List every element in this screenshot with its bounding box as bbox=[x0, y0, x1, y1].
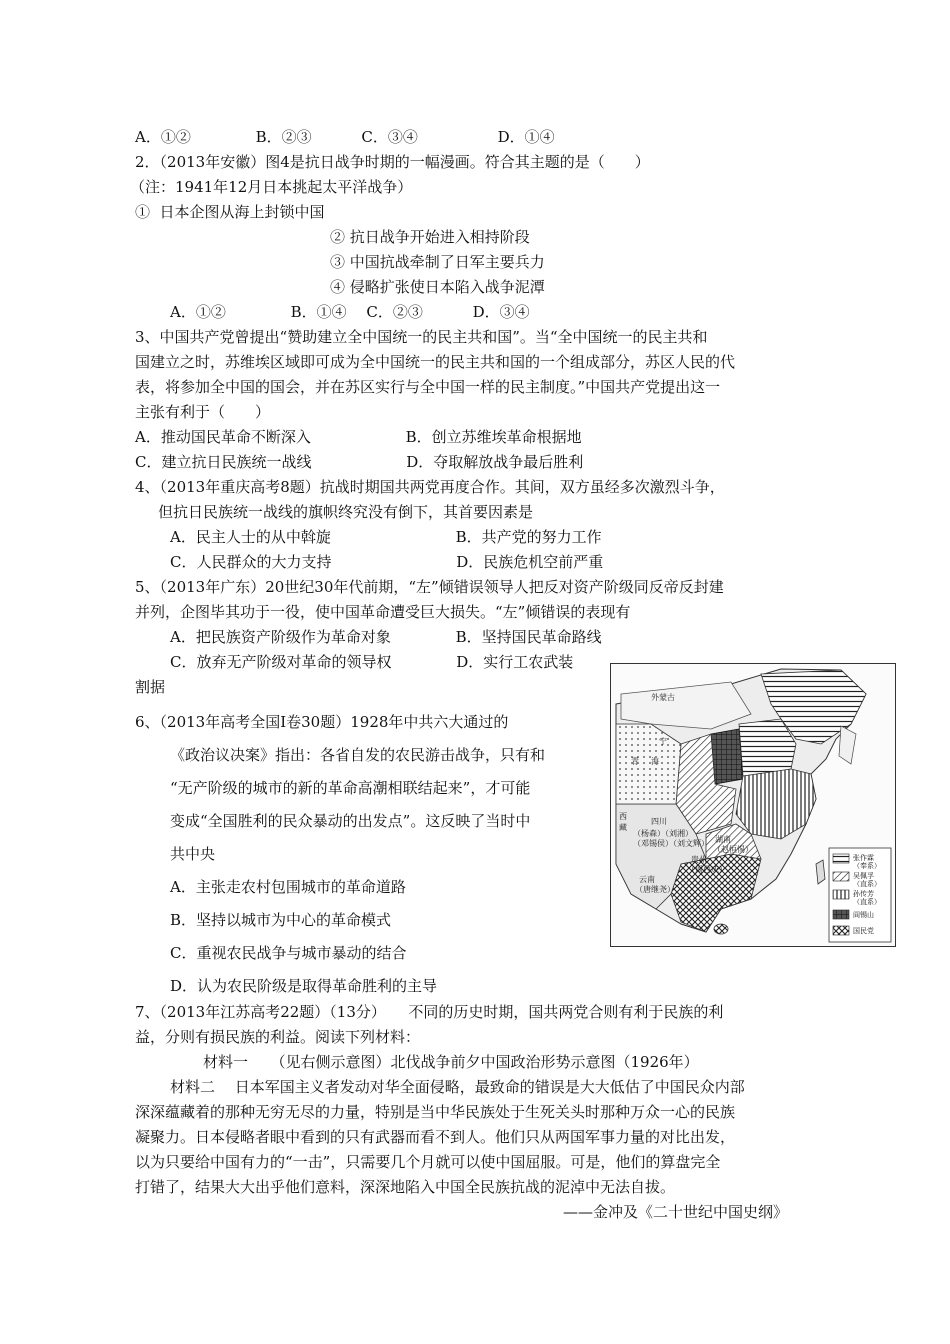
legend-wu-sub: （直系） bbox=[853, 880, 881, 888]
q2-stem: 2．（2013年安徽）图4是抗日战争时期的一幅漫画。符合其主题的是（ ） bbox=[135, 153, 650, 171]
q2-item-3: ③ 中国抗战牵制了日军主要兵力 bbox=[330, 253, 545, 271]
material-2-line-5: 打错了，结果大大出乎他们意料，深深地陷入中国全民族抗战的泥淖中无法自拔。 bbox=[135, 1178, 676, 1196]
q2-item-1: ① 日本企图从海上封锁中国 bbox=[135, 203, 325, 221]
label-yunnan: 云南 bbox=[639, 875, 655, 884]
label-outer-mongolia: 外蒙古 bbox=[651, 693, 675, 702]
label-guizhou: 贵州 bbox=[691, 855, 707, 864]
q5-stem-2: 并列，企图毕其功于一役，使中国革命遭受巨大损失。“左”倾错误的表现有 bbox=[135, 603, 631, 621]
label-tibet-2: 藏 bbox=[619, 823, 627, 832]
label-hunan-warlord: （赵恒惕） bbox=[713, 845, 753, 854]
legend-kmt: 国民党 bbox=[853, 927, 874, 935]
q4-stem-1: 4、（2013年重庆高考8题）抗战时期国共两党再度合作。其间，双方虽经多次激烈斗争， bbox=[135, 478, 725, 496]
q2-options: A．①② B．①④ C．②③ D．③④ bbox=[170, 303, 530, 321]
label-guizhou-warlord: （周西成） bbox=[687, 865, 727, 874]
political-map-1926 bbox=[610, 663, 896, 947]
q7-stem-2: 益，分则有损民族的利益。阅读下列材料： bbox=[135, 1028, 421, 1046]
material-2-line-1: 材料二 日本军国主义者发动对华全面侵略，最致命的错误是大大低估了中国民众内部 bbox=[170, 1078, 745, 1096]
q7-stem-1: 7、（2013年江苏高考22题）（13分） 不同的历史时期，国共两党合则有利于民族的利 bbox=[135, 1003, 724, 1021]
legend-zhang: 张作霖 bbox=[853, 854, 874, 862]
q2-note: （注：1941年12月日本挑起太平洋战争） bbox=[130, 178, 413, 196]
label-yunnan-warlord: （唐继尧） bbox=[635, 885, 675, 894]
q5-options-cd: C．放弃无产阶级对革命的领导权 D．实行工农武装 bbox=[170, 653, 574, 671]
q6-stem-1: 6、（2013年高考全国Ⅰ卷30题）1928年中共六大通过的 bbox=[135, 713, 509, 731]
label-sichuan-warlords-2: （邓锡侯）（刘文辉） bbox=[633, 839, 709, 848]
map-legend bbox=[829, 848, 891, 942]
q6-option-d: D．认为农民阶级是取得革命胜利的主导 bbox=[170, 977, 438, 995]
q4-stem-2: 但抗日民族统一战线的旗帜终究没有倒下，其首要因素是 bbox=[158, 503, 534, 521]
q6-option-b: B．坚持以城市为中心的革命模式 bbox=[170, 911, 392, 929]
legend-wu: 吴佩孚 bbox=[853, 872, 874, 880]
material-2-line-3: 凝聚力。日本侵略者眼中看到的只有武器而看不到人。他们只从两国军事力量的对比出发， bbox=[135, 1128, 736, 1146]
taiwan-island bbox=[816, 860, 825, 884]
q5-stem-1: 5、（2013年广东）20世纪30年代前期，“左”倾错误领导人把反对资产阶级同反帝反封建 bbox=[135, 578, 724, 596]
q5-options-cd-cont: 割据 bbox=[135, 678, 166, 696]
q5-options-ab: A．把民族资产阶级作为革命对象 B．坚持国民革命路线 bbox=[170, 628, 602, 646]
material-1: 材料一 （见右侧示意图）北伐战争前夕中国政治形势示意图（1926年） bbox=[203, 1053, 699, 1071]
label-sichuan: 四川 bbox=[651, 817, 667, 826]
q3-stem-3: 表，将参加全中国的国会，并在苏区实行与全中国一样的民主制度。”中国共产党提出这一 bbox=[135, 378, 721, 396]
material-2-line-4: 以为只要给中国有力的“一击”，只需要几个月就可以使中国屈服。可是，他们的算盘完全 bbox=[135, 1153, 721, 1171]
label-hunan: 湖南 bbox=[715, 835, 731, 844]
label-qinghai-1: 青 bbox=[631, 757, 639, 766]
legend-sun-sub: （直系） bbox=[853, 898, 881, 906]
hainan-island bbox=[714, 924, 728, 934]
q6-stem-5: 共中央 bbox=[170, 845, 216, 863]
material-2-source: ——金冲及《二十世纪中国史纲》 bbox=[563, 1203, 789, 1221]
label-sichuan-warlords-1: （杨森）（刘湘） bbox=[633, 829, 693, 838]
material-2-line-2: 深深蕴藏着的那种无穷无尽的力量，特别是当中华民族处于生死关头时那种万众一心的民族 bbox=[135, 1103, 736, 1121]
q6-option-a: A．主张走农村包围城市的革命道路 bbox=[170, 878, 406, 896]
q3-options-ab: A．推动国民革命不断深入 B．创立苏维埃革命根据地 bbox=[135, 428, 582, 446]
legend-sun: 孙传芳 bbox=[853, 890, 874, 898]
legend-zhang-sub: （奉系） bbox=[853, 862, 881, 870]
legend-yan: 阎锡山 bbox=[853, 911, 874, 919]
q6-stem-3: “无产阶级的城市的新的革命高潮相联结起来”，才可能 bbox=[170, 779, 531, 797]
label-ningxia: 宁 bbox=[659, 737, 667, 746]
q2-item-2: ② 抗日战争开始进入相持阶段 bbox=[330, 228, 530, 246]
q3-stem-2: 国建立之时，苏维埃区域即可成为全中国统一的民主共和国的一个组成部分，苏区人民的代 bbox=[135, 353, 736, 371]
shanxi-region bbox=[711, 729, 743, 784]
q4-options-cd: C．人民群众的大力支持 D．民族危机空前严重 bbox=[170, 553, 604, 571]
q3-stem-4: 主张有利于（ ） bbox=[135, 403, 271, 421]
q6-stem-2: 《政治议决案》指出：各省自发的农民游击战争，只有和 bbox=[170, 746, 546, 764]
q6-stem-4: 变成“全国胜利的民众暴动的出发点”。这反映了当时中 bbox=[170, 812, 531, 830]
q3-stem-1: 3、中国共产党曾提出“赞助建立全中国统一的民主共和国”。当“全中国统一的民主共和 bbox=[135, 328, 708, 346]
q3-options-cd: C．建立抗日民族统一战线 D．夺取解放战争最后胜利 bbox=[135, 453, 584, 471]
label-tibet-1: 西 bbox=[619, 812, 627, 821]
q1-options: A．①② B．②③ C．③④ D．①④ bbox=[135, 128, 555, 146]
label-qinghai-2: 海 bbox=[651, 757, 659, 766]
q4-options-ab: A．民主人士的从中斡旋 B．共产党的努力工作 bbox=[170, 528, 602, 546]
q2-item-4: ④ 侵略扩张使日本陷入战争泥潭 bbox=[330, 278, 545, 296]
q6-option-c: C．重视农民战争与城市暴动的结合 bbox=[170, 944, 407, 962]
